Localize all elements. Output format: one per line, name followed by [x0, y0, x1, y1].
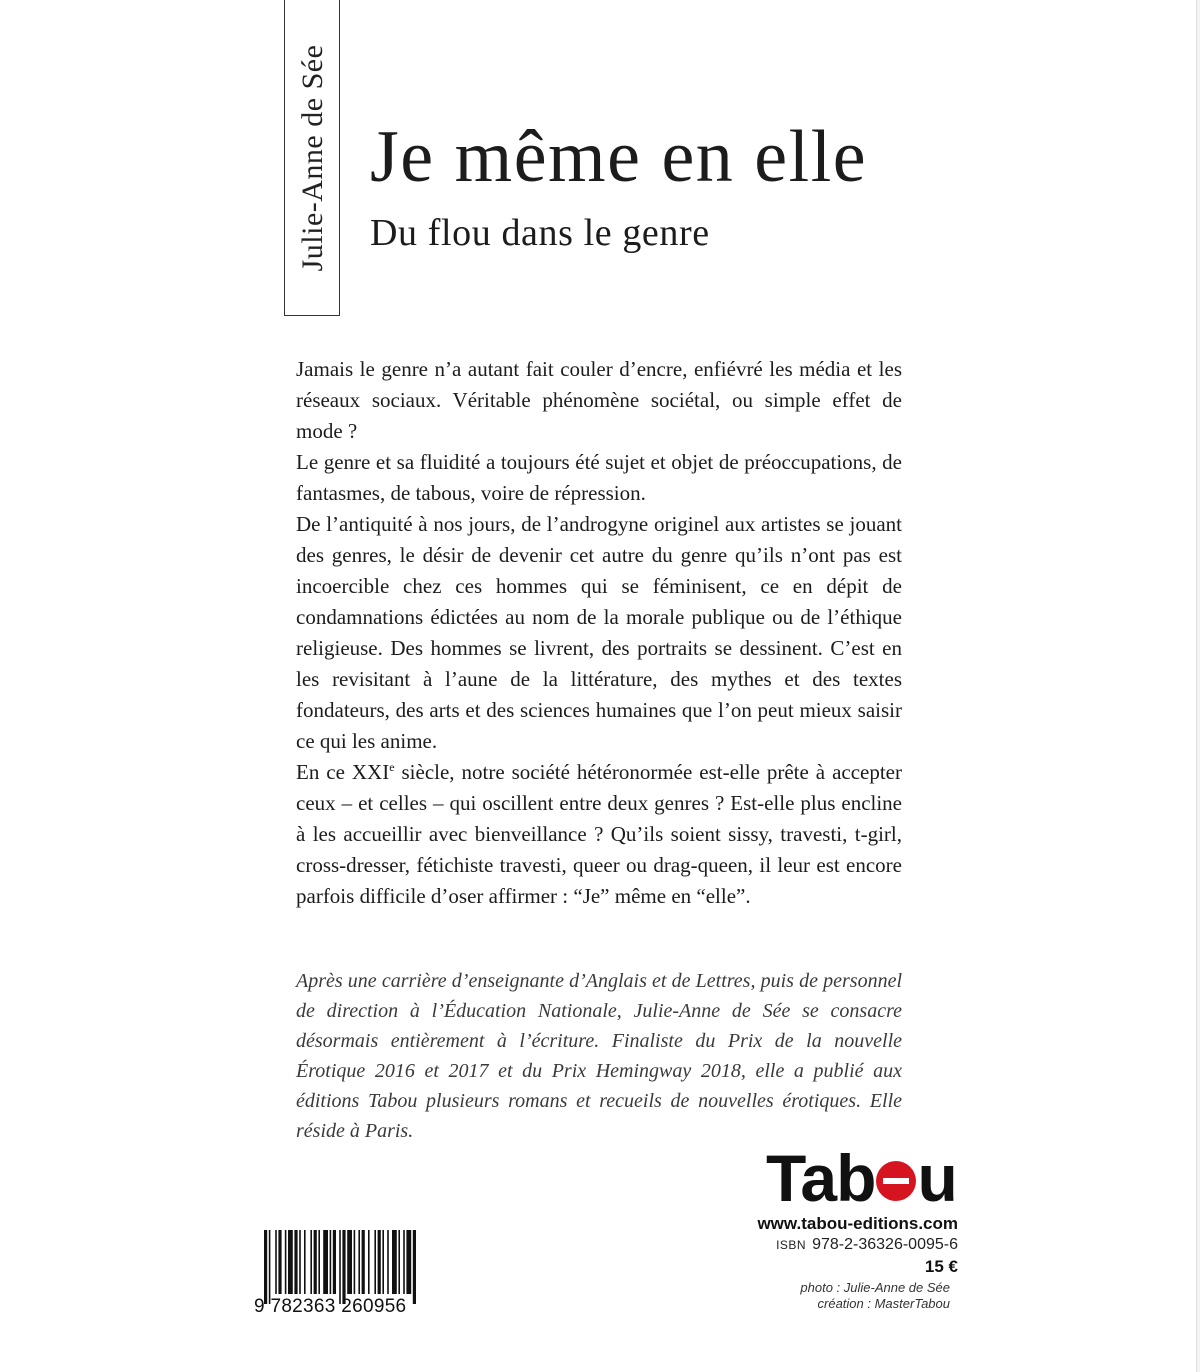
century-text: En ce XXI: [296, 760, 390, 784]
photo-credit: photo : Julie-Anne de Sée: [800, 1280, 950, 1295]
blurb-paragraph-1: Jamais le genre n’a autant fait couler d’encre, enfiévré les média et les réseaux sociaux. Véritable phénomène sociétal, ou simple effet de mode ?: [296, 357, 902, 443]
blurb: [296, 354, 902, 912]
isbn-number: 978-2-36326-0095-6: [812, 1236, 958, 1253]
blurb-paragraph-4-rest: siècle, notre société hétéronormée est-elle prête à accepter ceux – et celles – qui oscillent entre deux genres ? Est-elle plus encline à les accueillir avec bienveillance ? Qu’ils soient sissy, travesti, t-girl, cross-dresser, fétichiste travesti, queer ou drag-queen, il leur est encore parfois difficile d’oser affirmer : “Je” même en “elle”.: [296, 760, 902, 908]
no-entry-icon: [876, 1161, 916, 1201]
publisher-logo: [766, 1141, 957, 1215]
price: 15 €: [924, 1257, 958, 1276]
author-name-vertical: Julie-Anne de Sée: [296, 44, 329, 272]
blurb-paragraph-2: Le genre et sa fluidité a toujours été sujet et objet de préoccupations, de fantasmes, de tabous, voire de répression.: [296, 450, 902, 505]
author-spine-box: [284, 0, 340, 316]
blurb-paragraph-4: [296, 757, 902, 912]
publisher-url[interactable]: www.tabou-editions.com: [757, 1214, 958, 1233]
book-title: Je même en elle: [370, 116, 868, 198]
design-credit: création : MasterTabou: [817, 1296, 950, 1311]
logo-text-end: u: [917, 1141, 957, 1215]
isbn: [776, 1236, 958, 1254]
book-subtitle: Du flou dans le genre: [370, 212, 710, 254]
barcode-digits: 9 782363 260956: [254, 1296, 407, 1317]
author-bio: Après une carrière d’enseignante d’Anglais et de Lettres, puis de personnel de direction à l’Éducation Nationale, Julie-Anne de Sée se consacre désormais entièrement à l’écriture. Finaliste du Prix de la nouvelle Érotique 2016 et 2017 et du Prix Hemingway 2018, elle a publié aux éditions Tabou plusieurs romans et recueils de nouvelles érotiques. Elle réside à Paris.: [296, 970, 902, 1142]
century-superscript: e: [389, 760, 395, 774]
logo-text-start: Tab: [766, 1141, 876, 1215]
blurb-paragraph-3: De l’antiquité à nos jours, de l’androgyne originel aux artistes se jouant des genres, le désir de devenir cet autre du genre qu’ils n’ont pas est incoercible chez ces hommes qui se féminisent, ce en dépit de condamnations édictées au nom de la morale publique ou de l’éthique religieuse. Des hommes se livrent, des portraits se dessinent. C’est en les revisitant à l’aune de la littérature, des mythes et des textes fondateurs, des arts et des sciences humaines que l’on peut mieux saisir ce qui les anime.: [296, 512, 902, 753]
isbn-label: ISBN: [776, 1238, 807, 1252]
